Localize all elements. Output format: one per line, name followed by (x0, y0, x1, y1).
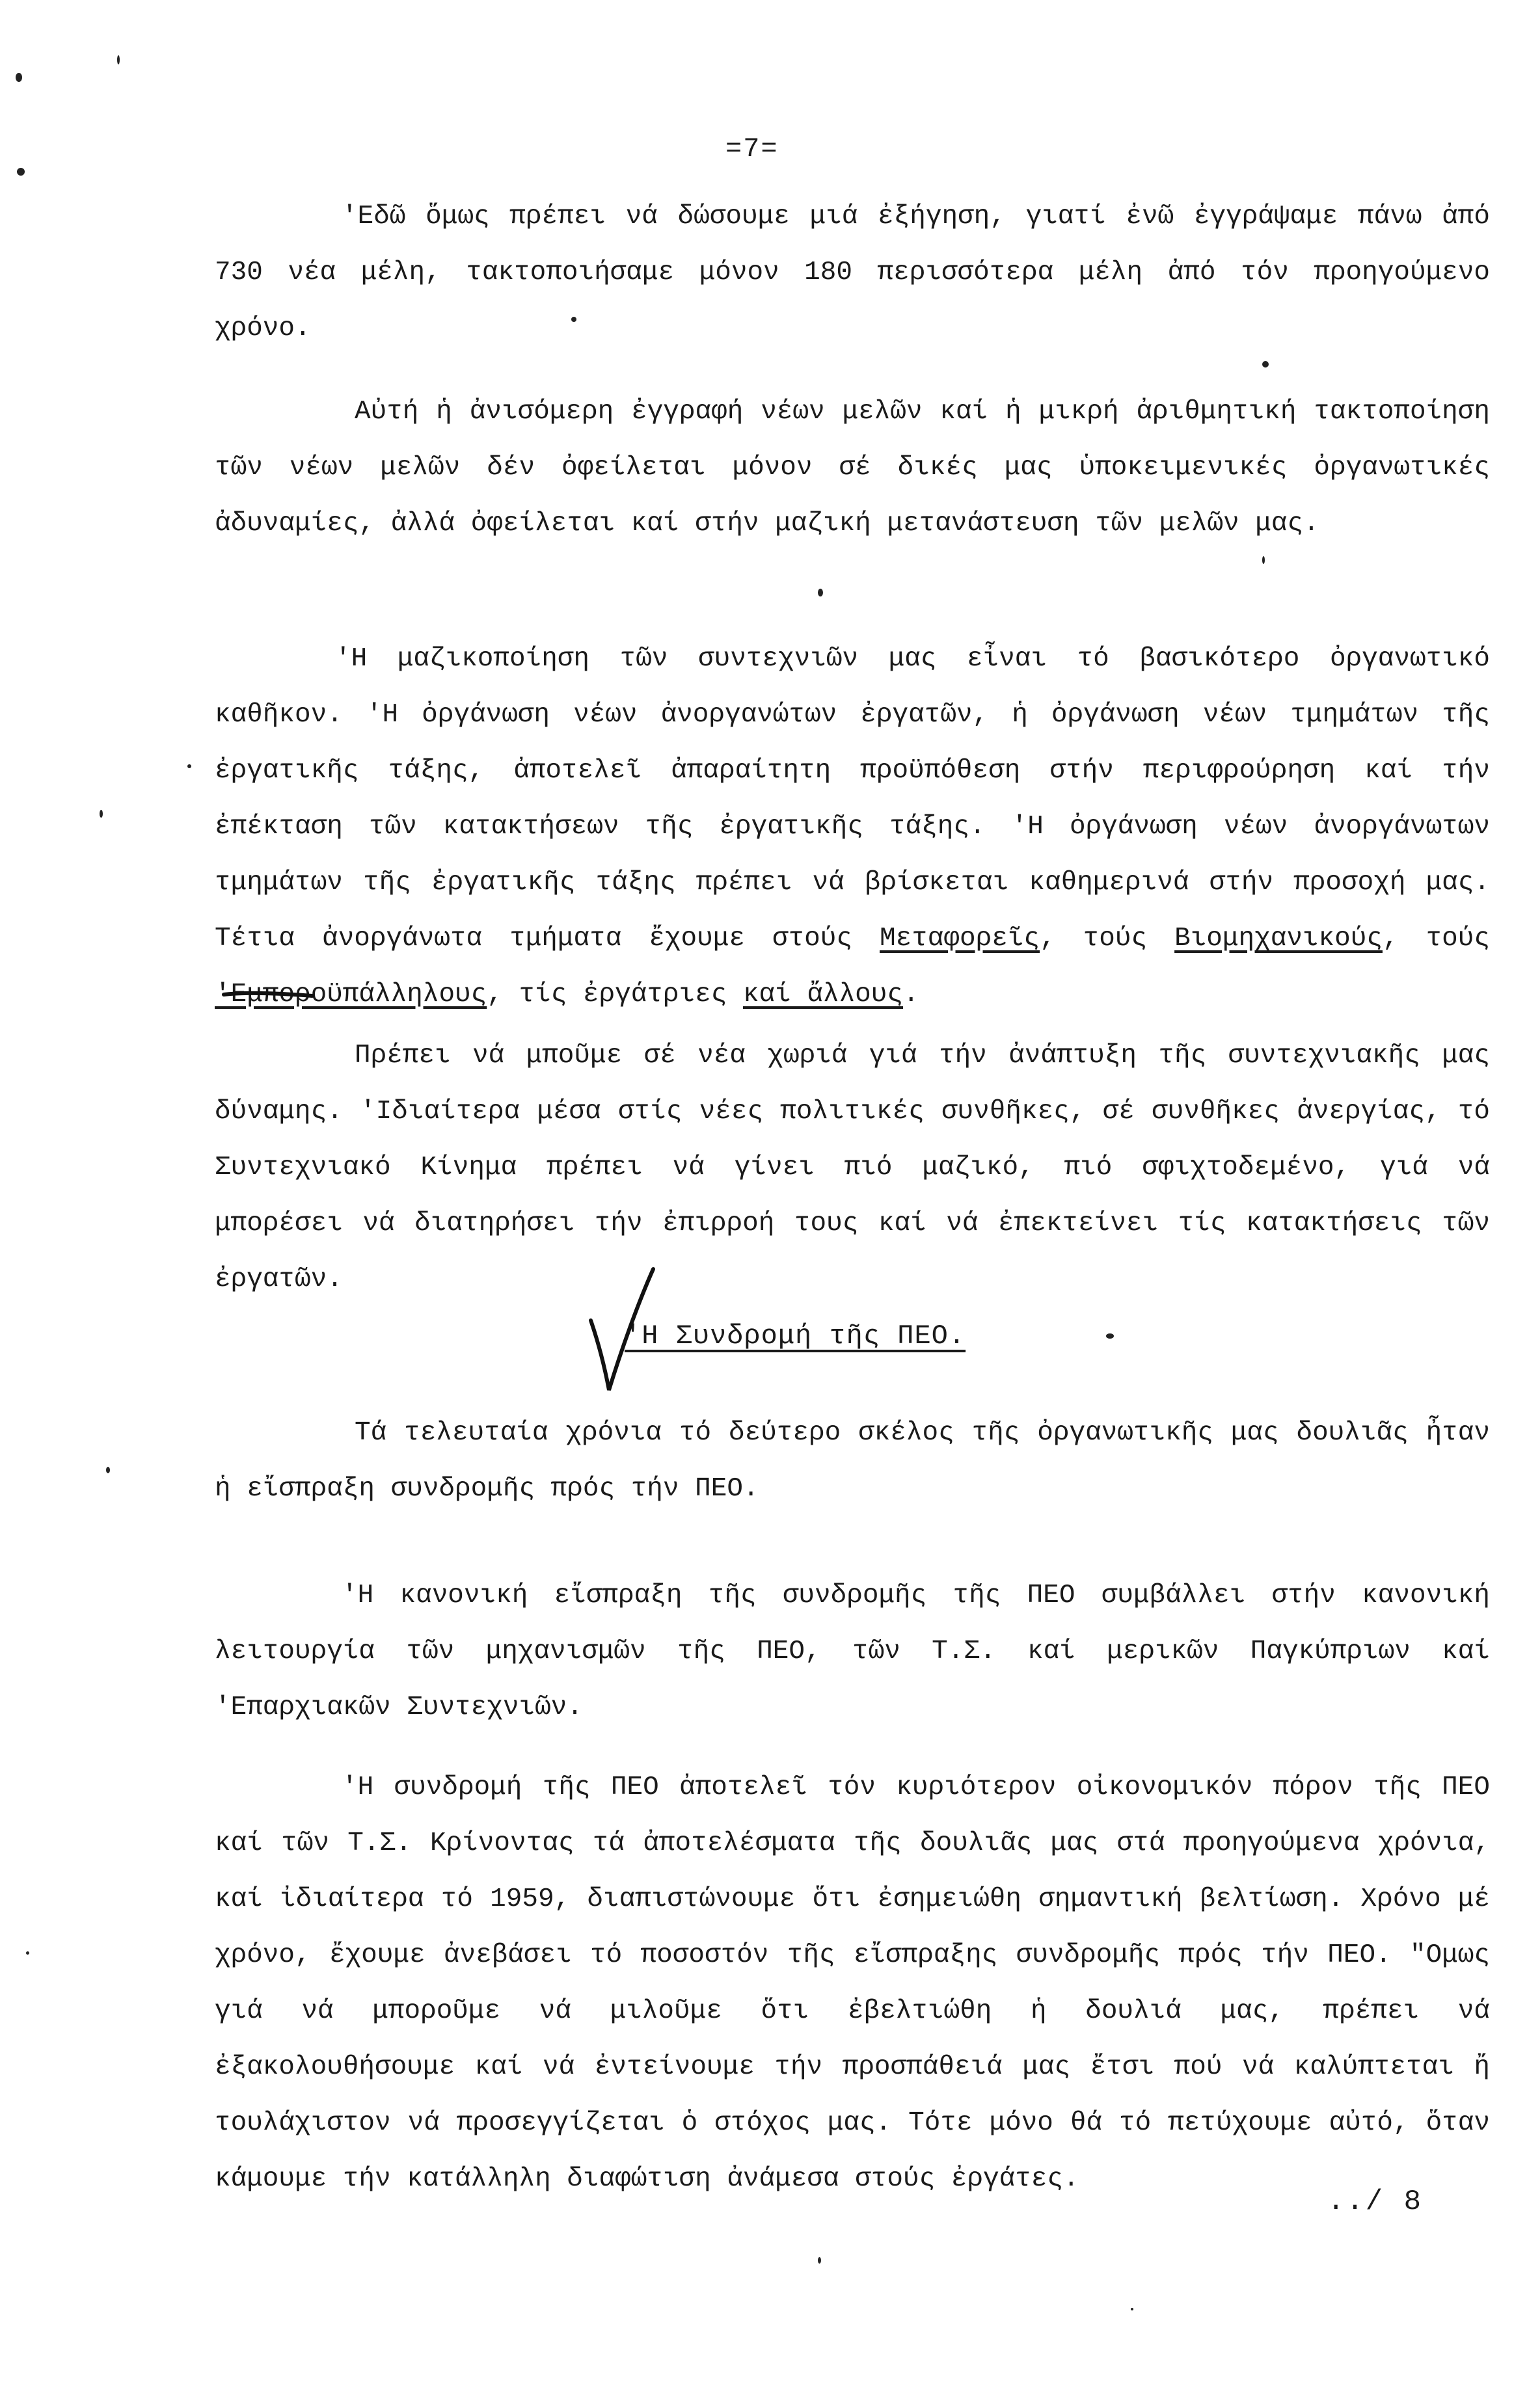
underlined-shop-employees: 'Εμποροϋπάλληλους (215, 980, 487, 1010)
scan-speck (26, 1951, 29, 1955)
paragraph-new-members-explanation: 'Εδῶ ὅμως πρέπει νά δώσουμε μιά ἐξήγηση, γιατί ἐνῶ ἐγγράψαμε πάνω ἀπό 730 νέα μέλη, τακτοποιήσαμε μόνον 180 περισσότερα μέλη ἀπό τόν προηγούμενο χρόνο. (215, 202, 1490, 343)
paragraph-mass-organisation (215, 631, 1490, 1023)
scan-speck (1262, 361, 1269, 368)
underlined-transporters: Μεταφορεῖς (880, 924, 1040, 954)
scan-speck (187, 764, 191, 768)
underlined-industrial: Βιομηχανικούς (1174, 924, 1383, 954)
scan-speck (1131, 2308, 1133, 2310)
separator: , τούς (1040, 924, 1175, 954)
scan-speck (117, 55, 120, 64)
paragraph-regular-collection: 'Η κανονική εἴσπραξη τῆς συνδρομῆς τῆς ΠΕΟ συμβάλλει στήν κανονική λειτουργία τῶν μηχανισμῶν τῆς ΠΕΟ, τῶν Τ.Σ. καί μερικῶν Παγκύπριων καί 'Επαρχιακῶν Συντεχνιῶν. (215, 1581, 1490, 1722)
paragraph-second-pillar: Τά τελευταία χρόνια τό δεύτερο σκέλος τῆς ὀργανωτικῆς μας δουλιᾶς ἦταν ἡ εἴσπραξη συνδρομῆς πρός τήν ΠΕΟ. (215, 1418, 1490, 1504)
scan-speck (1106, 1333, 1114, 1339)
paragraph-main-resource: 'Η συνδρομή τῆς ΠΕΟ ἀποτελεῖ τόν κυριότερον οἰκονομικόν πόρον τῆς ΠΕΟ καί τῶν Τ.Σ. Κρίνοντας τά ἀποτελέσματα τῆς δουλιᾶς μας στά προηγούμενα χρόνια, καί ἰδιαίτερα τό 1959, διαπιστώνουμε ὅτι ἐσημειώθη σημαντική βελτίωση. Χρόνο μέ χρόνο, ἔχουμε ἀνεβάσει τό ποσοστόν τῆς εἴσπραξης συνδρομῆς πρός τήν ΠΕΟ. "Ομως γιά νά μποροῦμε νά μιλοῦμε ὅτι ἐβελτιώθη ἡ δουλιά μας, πρέπει νά ἐξακολουθήσουμε καί νά ἐντείνουμε τήν προσπάθειά μας ἔτσι πού νά καλύπτεται ἤ τουλάχιστον νά προσεγγίζεται ὁ στόχος μας. Τότε μόνο θά τό πετύχουμε αὐτό, ὅταν κάμουμε τήν κατάλληλη διαφώτιση ἀνάμεσα στούς ἐργάτες. (215, 1773, 1490, 2194)
next-page-marker: ../ 8 (1327, 2186, 1424, 2218)
paragraph-emigration: Αὐτή ἡ ἀνισόμερη ἐγγραφή νέων μελῶν καί ἡ μικρή ἀριθμητική τακτοποίηση τῶν νέων μελῶν δέν ὀφείλεται μόνον σέ δικές μας ὑποκειμενικές ὀργανωτικές ἀδυναμίες, ἀλλά ὀφείλεται καί στήν μαζική μετανάστευση τῶν μελῶν μας. (215, 397, 1490, 539)
scan-speck (818, 2257, 821, 2264)
separator: , τίς ἐργάτριες (487, 980, 743, 1010)
scan-speck (106, 1467, 110, 1473)
scan-speck (100, 810, 103, 818)
scan-speck (571, 317, 576, 322)
paragraph-new-villages: Πρέπει νά μποῦμε σέ νέα χωριά γιά τήν ἀνάπτυξη τῆς συντεχνιακῆς μας δύναμης. 'Ιδιαίτερα μέσα στίς νέες πολιτικές συνθῆκες, σέ συνθῆκες ἀνεργίας, τό Συντεχνιακό Κίνημα πρέπει νά γίνει πιό μαζικό, πιό σφιχτοδεμένο, γιά νά μπορέσει νά διατηρήσει τήν ἐπιρροή τους καί νά ἐπεκτείνει τίς κατακτήσεις τῶν ἐργατῶν. (215, 1041, 1490, 1294)
scan-speck (818, 589, 823, 596)
separator: . (903, 980, 919, 1010)
section-heading: 'Η Συνδρομή τῆς ΠΕΟ. (625, 1320, 966, 1352)
scan-speck (1262, 556, 1265, 564)
page-number: =7= (725, 133, 779, 165)
paragraph-mass-organisation-text: 'Η μαζικοποίηση τῶν συντεχνιῶν μας εἶναι τό βασικότερο ὀργανωτικό καθῆκον. 'Η ὀργάνωση νέων ἀνοργανώτων ἐργατῶν, ἡ ὀργάνωση νέων τμημάτων τῆς ἐργατικῆς τάξης, ἀποτελεῖ ἀπαραίτητη προϋπόθεση στήν περιφρούρηση καί τήν ἐπέκταση τῶν κατακτήσεων τῆς ἐργατικῆς τάξης. 'Η ὀργάνωση νέων ἀνοργάνωτων τμημάτων τῆς ἐργατικῆς τάξης πρέπει νά βρίσκεται καθημερινά στήν προσοχή μας. Τέτια ἀνοργάνωτα τμήματα ἔχουμε στούς (215, 644, 1490, 954)
underlined-and-others: καί ἄλλους (742, 980, 903, 1010)
scan-speck (16, 73, 22, 82)
scan-speck (17, 168, 25, 176)
separator: , τούς (1382, 924, 1490, 954)
